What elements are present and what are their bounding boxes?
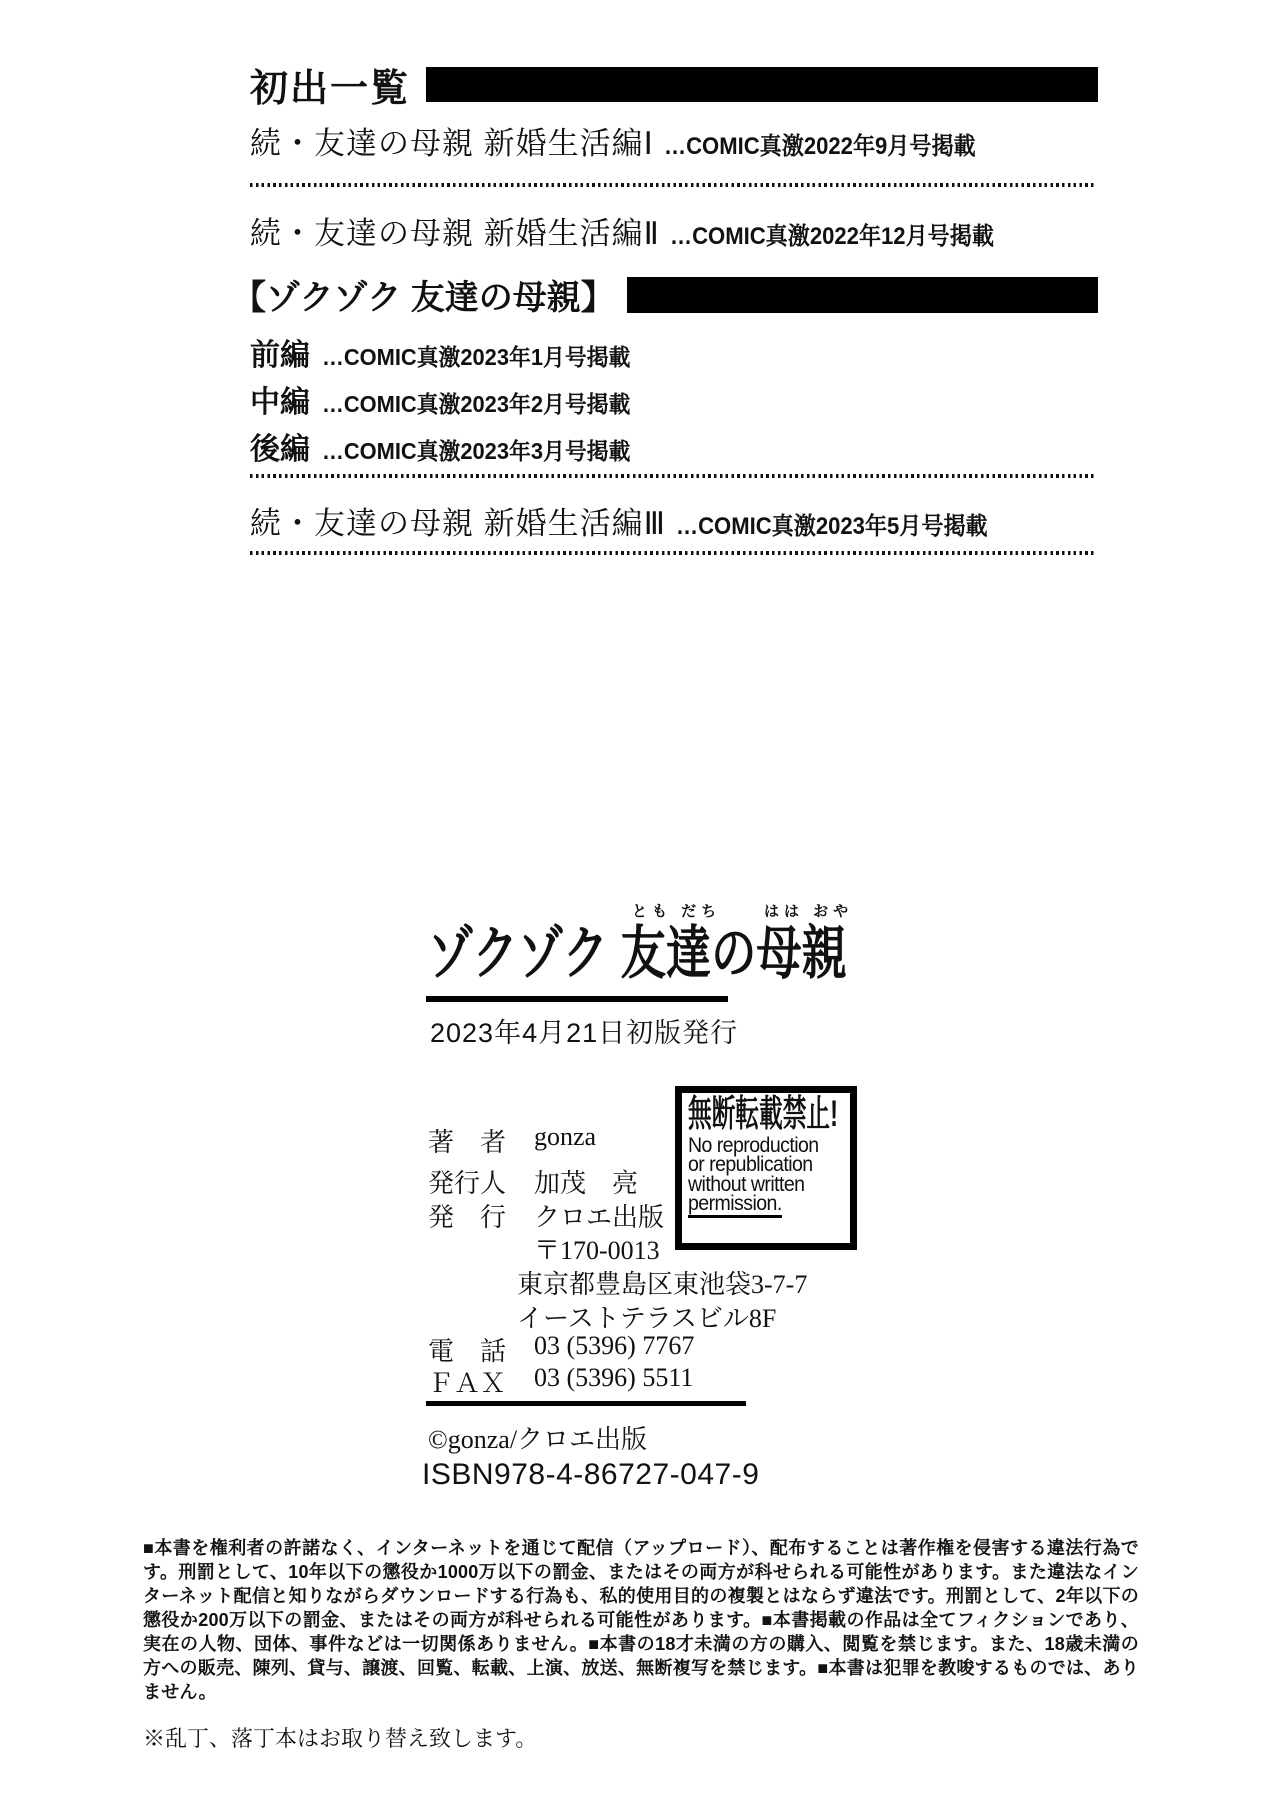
phone-value: 03 (5396) 7767 [534,1331,695,1360]
part-label: 中編 [250,386,310,419]
part-source: …COMIC真激2023年3月号掲載 [322,438,631,464]
credit-label: 発行人 [428,1169,507,1198]
entry-source: …COMIC真激2022年9月号掲載 [663,133,976,160]
defective-copy-note: ※乱丁、落丁本はお取り替え致します。 [143,1726,538,1751]
dotted-divider-1 [250,183,1095,187]
furigana-tomodachi: とも だち [632,903,722,920]
legal-notice-paragraph: ■本書を権利者の許諾なく、インターネットを通じて配信（アップロード）、配布することは著作権を侵害する違法行為です。刑罰として、10年以下の懲役か1000万以下の罰金、またはその両方が科せられる可能性があります。また違法なインターネット配信と知りながらダウンロードする行為も、私的使用目的の複製とはならず違法です。刑罰として、2年以下の懲役か200万以下の罰金、またはその両方が科せられる可能性があります。■本書掲載の作品は全てフィクションであり、実在の人物、団体、事件などは一切関係ありません。■本書の18才未満の方の購入、閲覧を禁じます。また、18歳未満の方への販売、陳列、貸与、譲渡、回覧、転載、上演、放送、無断複写を禁じます。■本書は犯罪を教唆するものでは、ありません。 [143,1538,1139,1702]
part-source: …COMIC真激2023年2月号掲載 [322,391,631,417]
credit-author-row [428,1122,596,1159]
heading-black-bar [426,67,1098,102]
entry-title: 続・友達の母親 新婚生活編Ⅲ [250,506,666,541]
furigana-hahaoya: はは おや [764,903,854,920]
credit-value: クロエ出版 [534,1203,665,1232]
credit-value: gonza [534,1122,597,1151]
stamp-en-line-1: No reproduction [688,1133,819,1157]
group-entry-chuhen [250,377,647,421]
credit-label: 発 行 [428,1203,507,1232]
publication-entry-1 [250,118,1003,163]
stamp-en-line-4: permission. [688,1194,782,1218]
stamp-japanese-text: 無断転載禁止! [688,1093,838,1134]
fax-row [428,1363,693,1400]
group-heading: 【ゾクゾク 友達の母親】 [232,279,615,317]
address-line-1: 東京都豊島区東池袋3-7-7 [517,1270,808,1299]
address-line-2: イーストテラスビル8F [517,1304,777,1333]
dotted-divider-2 [250,474,1095,478]
publication-entry-2 [250,208,1022,253]
credits-divider-rule [426,1401,746,1406]
part-label: 前編 [250,339,310,372]
heading-black-bar [627,277,1098,313]
title-underline [426,996,728,1002]
entry-source: …COMIC真激2023年5月号掲載 [676,513,988,540]
fax-label: ＦＡＸ [428,1369,507,1398]
postal-code: 〒170-0013 [534,1236,660,1265]
credit-publisher-person-row [428,1163,638,1200]
credit-publisher-row [428,1197,664,1234]
entry-title: 続・友達の母親 新婚生活編Ⅱ [250,216,660,251]
copyright-line: ©gonza/クロエ出版 [428,1425,648,1454]
first-publication-heading: 初出一覧 [250,68,411,110]
edition-date: 2023年4月21日初版発行 [430,1018,739,1048]
no-reproduction-stamp [675,1086,857,1250]
book-title: ゾクゾク 友達の母親 [428,921,847,986]
stamp-en-line-2: or republication [688,1153,813,1177]
isbn-number: ISBN978-4-86727-047-9 [422,1458,760,1491]
credit-value: 加茂 亮 [534,1169,639,1198]
credit-label: 著 者 [428,1128,507,1157]
group-entry-zenpen [250,330,647,374]
stamp-en-line-3: without written [688,1172,805,1196]
group-heading-row [232,270,1098,319]
fax-value: 03 (5396) 5511 [534,1363,694,1392]
first-publication-heading-row [250,57,1098,112]
stamp-english-text [688,1133,833,1218]
dotted-divider-3 [250,551,1095,555]
publication-entry-3 [250,498,1015,543]
entry-source: …COMIC真激2022年12月号掲載 [669,223,994,250]
entry-title: 続・友達の母親 新婚生活編Ⅰ [250,126,654,161]
phone-label: 電 話 [428,1337,507,1366]
part-label: 後編 [250,433,310,466]
group-entry-kouhen [250,424,647,468]
part-source: …COMIC真激2023年1月号掲載 [322,344,631,370]
